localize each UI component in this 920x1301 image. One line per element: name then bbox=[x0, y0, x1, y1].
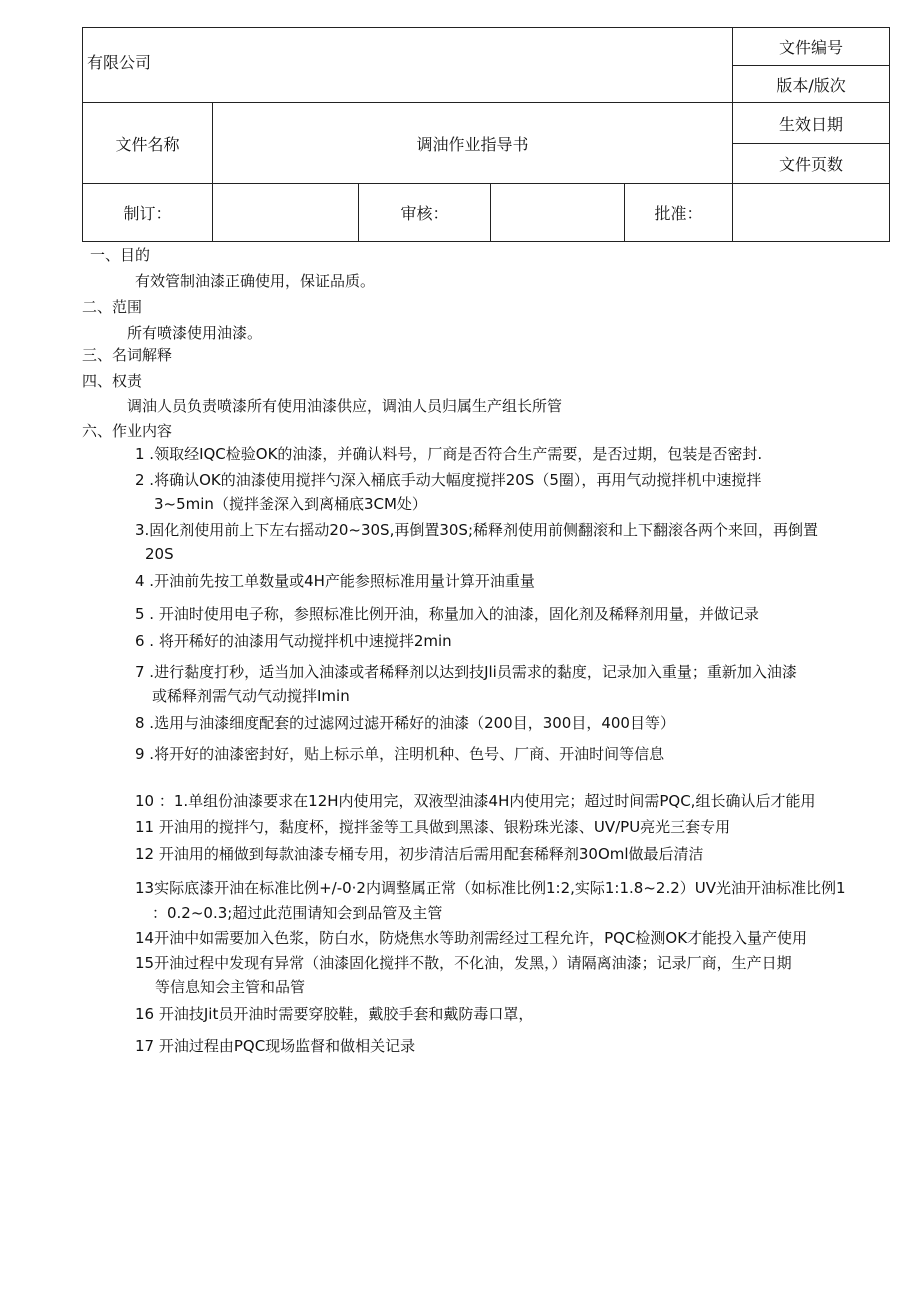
step-13-line-1: 13实际底漆开油在标准比例+/-0·2内调整属正常（如标准比例1:2,实际1:1.8~2.2）UV光油开油标准比例1 bbox=[135, 879, 846, 897]
approved-by-field bbox=[733, 184, 890, 242]
step-7-line-1: 7 .进行黏度打秒，适当加入油漆或者稀释剂以达到技Jli员需求的黏度，记录加入重量；重新加入油漆 bbox=[135, 663, 797, 681]
section-duty-body: 调油人员负责喷漆所有使用油漆供应，调油人员归属生产组长所管 bbox=[127, 397, 563, 415]
section-purpose-body: 有效管制油漆正确使用，保证品质。 bbox=[135, 272, 376, 290]
step-2-line-1: 2 .将确认OK的油漆使用搅拌勺深入桶底手动大幅度搅拌20S（5圈），再用气动搅拌机中速搅拌 bbox=[135, 471, 762, 489]
company-name: 有限公司 bbox=[83, 28, 733, 103]
step-4: 4 .开油前先按工单数量或4H产能参照标准用量计算开油重量 bbox=[135, 572, 535, 590]
step-9: 9 .将开好的油漆密封好，贴上标示单，注明机种、色号、厂商、开油时间等信息 bbox=[135, 745, 665, 763]
approved-by-label: 批准： bbox=[625, 184, 733, 242]
effective-date-label: 生效日期 bbox=[733, 103, 890, 144]
step-15-line-2: 等信息知会主管和品管 bbox=[155, 978, 306, 996]
step-1: 1 .领取经IQC检验OK的油漆，并确认料号，厂商是否符合生产需要，是否过期，包装是否密封. bbox=[135, 445, 763, 463]
section-purpose-title: 一、目的 bbox=[90, 246, 151, 264]
step-10: 10 ：1.单组份油漆要求在12H内使用完，双液型油漆4H内使用完；超过时间需PQC,组长确认后才能用 bbox=[135, 792, 816, 810]
step-3-line-1: 3.固化剂使用前上下左右摇动20~30S,再倒置30S;稀释剂使用前侧翻滚和上下翻滚各两个来回，再倒置 bbox=[135, 521, 819, 539]
step-12: 12 开油用的桶做到每款油漆专桶专用，初步清洁后需用配套稀释剂30Oml做最后清洁 bbox=[135, 845, 704, 863]
reviewed-by-label: 审核： bbox=[359, 184, 491, 242]
prepared-by-label: 制订： bbox=[83, 184, 213, 242]
reviewed-by-field bbox=[491, 184, 625, 242]
prepared-by-field bbox=[213, 184, 359, 242]
step-8: 8 .选用与油漆细度配套的过滤网过滤开稀好的油漆（200目，300目，400目等） bbox=[135, 714, 675, 732]
step-3-line-2: 20S bbox=[145, 545, 174, 563]
section-procedure-title: 六、作业内容 bbox=[82, 422, 173, 440]
section-scope-body: 所有喷漆使用油漆。 bbox=[127, 324, 263, 342]
header-table bbox=[82, 27, 890, 242]
step-6: 6 . 将开稀好的油漆用气动搅拌机中速搅拌2min bbox=[135, 632, 452, 650]
step-7-line-2: 或稀释剂需气动气动搅拌Imin bbox=[152, 687, 350, 705]
step-5: 5 . 开油时使用电子称，参照标准比例开油，称量加入的油漆，固化剂及稀释剂用量，并做记录 bbox=[135, 605, 759, 623]
doc-title: 调油作业指导书 bbox=[213, 103, 733, 184]
step-16: 16 开油技Jit员开油时需要穿胶鞋，戴胶手套和戴防毒口罩， bbox=[135, 1005, 534, 1023]
step-13-line-2: ：0.2~0.3;超过此范围请知会到品管及主管 bbox=[152, 904, 443, 922]
section-terms-title: 三、名词解释 bbox=[82, 346, 173, 364]
step-11: 11 开油用的搅拌勺，黏度杯，搅拌釜等工具做到黑漆、银粉珠光漆、UV/PU亮光三套专用 bbox=[135, 818, 731, 836]
section-duty-title: 四、权责 bbox=[82, 372, 143, 390]
step-17: 17 开油过程由PQC现场监督和做相关记录 bbox=[135, 1037, 416, 1055]
step-14: 14开油中如需要加入色浆，防白水，防烧焦水等助剂需经过工程允许，PQC检测OK才能投入量产使用 bbox=[135, 929, 808, 947]
version-label: 版本/版次 bbox=[733, 66, 890, 103]
doc-number-label: 文件编号 bbox=[733, 28, 890, 66]
step-2-line-2: 3~5min（搅拌釜深入到离桶底3CM处） bbox=[154, 495, 427, 513]
step-15-line-1: 15开油过程中发现有异常（油漆固化搅拌不散，不化油，发黑，）请隔离油漆；记录厂商，生产日期 bbox=[135, 954, 792, 972]
doc-name-label: 文件名称 bbox=[83, 103, 213, 184]
page-count-label: 文件页数 bbox=[733, 144, 890, 184]
section-scope-title: 二、范围 bbox=[82, 298, 143, 316]
